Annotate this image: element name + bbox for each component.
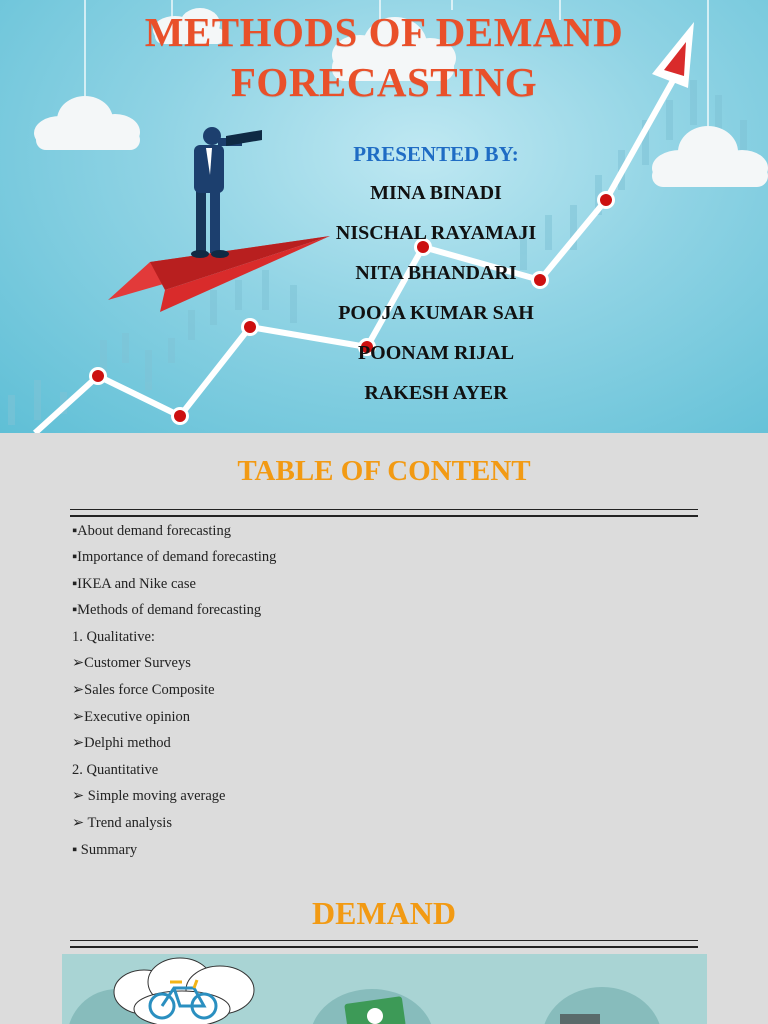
presenter-name: POOJA KUMAR SAH — [338, 302, 534, 324]
title-line-1: METHODS OF DEMAND — [144, 9, 624, 55]
toc-heading: TABLE OF CONTENT — [237, 455, 531, 487]
toc-item: ➢Executive opinion — [72, 709, 191, 725]
demand-heading: DEMAND — [312, 895, 456, 931]
demand-illustration — [62, 954, 707, 1024]
title-line-2: FORECASTING — [230, 59, 538, 105]
toc-item: 2. Quantitative — [72, 762, 159, 778]
presenter-name: POONAM RIJAL — [357, 342, 515, 364]
toc-item: ▪Methods of demand forecasting — [72, 602, 262, 618]
presented-by-label: PRESENTED BY: — [353, 142, 519, 166]
toc-item: ➢ Trend analysis — [72, 815, 172, 831]
demand-divider — [70, 940, 698, 948]
presenter-name: NISCHAL RAYAMAJI — [335, 222, 537, 244]
demand-label-partial — [560, 1014, 600, 1024]
toc-item: ▪About demand forecasting — [72, 523, 231, 539]
toc-item: ➢Delphi method — [72, 735, 171, 751]
businessman-telescope-icon — [191, 127, 262, 258]
toc-item: ➢ Simple moving average — [72, 788, 226, 804]
toc-item: ▪Importance of demand forecasting — [72, 549, 277, 565]
contents-slide — [0, 433, 768, 1024]
toc-item: ➢Sales force Composite — [72, 682, 215, 698]
toc-divider — [70, 509, 698, 517]
toc-item: ▪IKEA and Nike case — [72, 576, 196, 592]
toc-item: 1. Qualitative: — [72, 629, 155, 645]
toc-item: ▪ Summary — [72, 842, 138, 858]
toc-item: ➢Customer Surveys — [72, 655, 191, 671]
presenter-name: NITA BHANDARI — [355, 262, 517, 284]
presenter-name: MINA BINADI — [370, 182, 502, 204]
presenter-name: RAKESH AYER — [364, 382, 508, 404]
demand-illustration-banner — [62, 954, 707, 1024]
title-slide — [0, 0, 768, 433]
